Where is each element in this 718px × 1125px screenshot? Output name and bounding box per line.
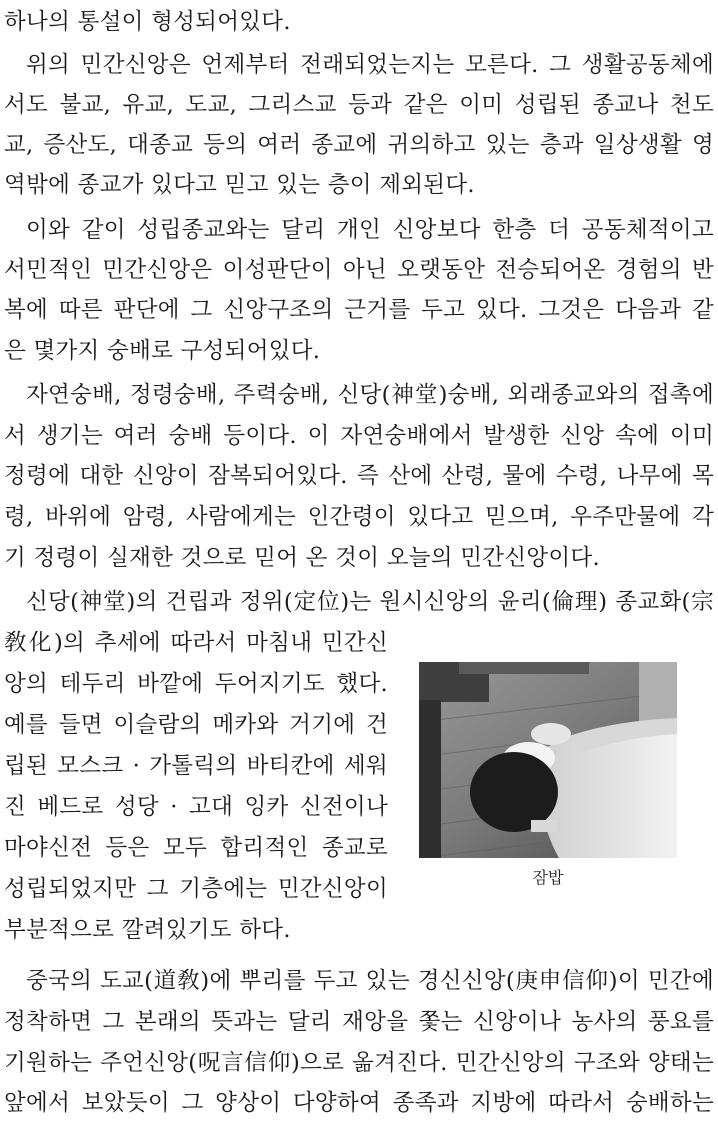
text-line: 예를 들면 이슬람의 메카와 거기에 건 [4,712,388,738]
text-line: 교, 증산도, 대종교 등의 여러 종교에 귀의하고 있는 층과 일상생활 영 [4,132,714,158]
text-line: 신당(神堂)의 건립과 정위(定位)는 원시신앙의 윤리(倫理) 종교화(宗 [26,589,714,615]
text-line: 성립되었지만 그 기층에는 민간신앙이 [4,876,388,902]
text-line: 정령에 대한 신앙이 잠복되어있다. 즉 산에 산령, 물에 수령, 나무에 목 [4,463,714,489]
text-line: 중국의 도교(道敎)에 뿌리를 두고 있는 경신신앙(庚申信仰)이 민간에 [26,968,714,994]
text-line: 정착하면 그 본래의 뜻과는 달리 재앙을 쫓는 신앙이나 농사의 풍요를 [4,1009,714,1035]
photo-figure [419,662,677,858]
text-line: 앙의 테두리 바깥에 두어지기도 했다. [4,671,388,697]
text-line: 이와 같이 성립종교와는 달리 개인 신앙보다 한층 더 공동체적이고 [26,217,714,243]
text-line: 기원하는 주언신앙(呪言信仰)으로 옮겨진다. 민간신앙의 구조와 양태는 [4,1050,714,1076]
text-line: 위의 민간신앙은 언제부터 전래되었는지는 모른다. 그 생활공동체에 [26,52,714,78]
text-line: 자연숭배, 정령숭배, 주력숭배, 신당(神堂)숭배, 외래종교와의 접촉에 [26,382,714,408]
text-line: 복에 따른 판단에 그 신앙구조의 근거를 두고 있다. 그것은 다음과 같 [4,297,714,323]
figure-caption: 잠밥 [532,868,564,887]
text-line: 敎化)의 추세에 따라서 마침내 민간신 [4,630,388,656]
text-line: 서 생기는 여러 숭배 등이다. 이 자연숭배에서 발생한 신앙 속에 이미 [4,423,714,449]
text-line: 앞에서 보았듯이 그 양상이 다양하여 종족과 지방에 따라서 숭배하는 [4,1090,714,1116]
text-line: 기 정령이 실재한 것으로 믿어 온 것이 오늘의 민간신앙이다. [4,545,600,571]
photo-illustration [419,662,677,858]
text-line: 은 몇가지 숭배로 구성되어있다. [4,338,321,364]
text-line: 마야신전 등은 모두 합리적인 종교로 [4,835,388,861]
text-line: 서민적인 민간신앙은 이성판단이 아닌 오랫동안 전승되어온 경험의 반 [4,257,714,283]
text-line: 립된 모스크 · 가톨릭의 바티칸에 세워 [4,753,388,779]
text-line: 역밖에 종교가 있다고 믿고 있는 층이 제외된다. [4,172,475,198]
text-line: 진 베드로 성당 · 고대 잉카 신전이나 [4,794,388,820]
text-line: 령, 바위에 암령, 사람에게는 인간령이 있다고 믿으며, 우주만물에 각 [4,504,714,530]
text-line: 부분적으로 깔려있기도 하다. [4,917,291,943]
text-line: 서도 불교, 유교, 도교, 그리스교 등과 같은 이미 성립된 종교나 천도 [4,92,714,118]
text-line: 하나의 통설이 형성되어있다. [4,9,291,35]
